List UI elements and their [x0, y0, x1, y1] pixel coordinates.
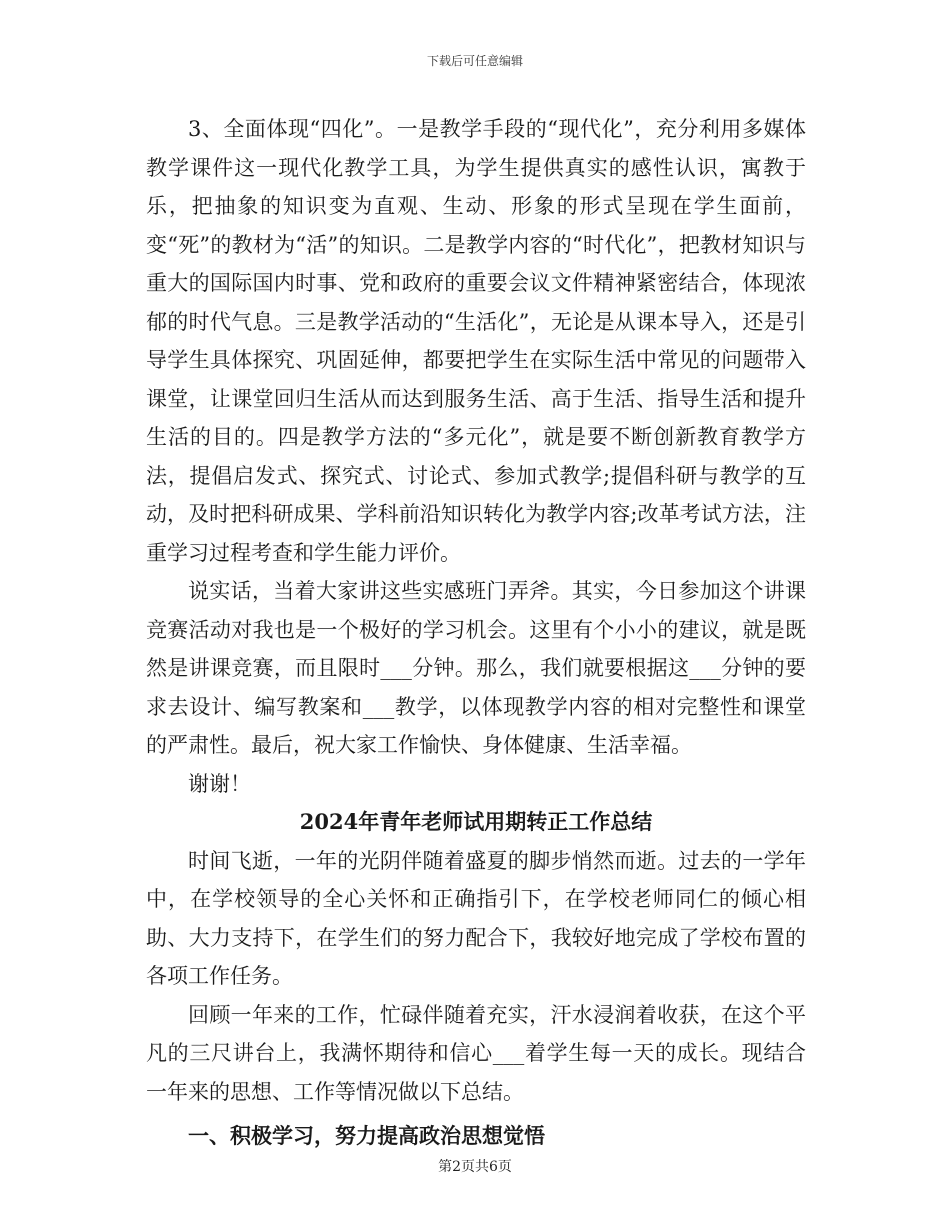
paragraph-review: 回顾一年来的工作，忙碌伴随着充实，汗水浸润着收获，在这个平凡的三尺讲台上，我满怀期待和信心___着学生每一天的成长。现结合一年来的思想、工作等情况做以下总结。: [146, 1002, 806, 1104]
paragraph-closing-remarks: 说实话，当着大家讲这些实感班门弄斧。其实，今日参加这个讲课竞赛活动对我也是一个极好的学习机会。这里有个小小的建议，就是既然是讲课竞赛，而且限时___分钟。那么，我们就要根据这___分钟的要求去设计、编写教案和___教学，以体现教学内容的相对完整性和课堂的严肃性。最后，祝大家工作愉快、身体健康、生活幸福。: [146, 579, 806, 757]
document-body: [146, 110, 806, 1156]
heading-one: 一、积极学习，努力提高政治思想觉悟: [188, 1123, 545, 1148]
paragraph-thanks: 谢谢！: [188, 771, 251, 796]
section-title: 2024年青年老师试用期转正工作总结: [299, 809, 653, 834]
page-header: 下载后可任意编辑: [426, 54, 523, 68]
paragraph-four-modernizations: 3、全面体现“四化”。一是教学手段的“现代化”，充分利用多媒体教学课件这一现代化教学工具，为学生提供真实的感性认识，寓教于乐，把抽象的知识变为直观、生动、形象的形式呈现在学生面前，变“死”的教材为“活”的知识。二是教学内容的“时代化”，把教材知识与重大的国际国内时事、党和政府的重要会议文件精神紧密结合，体现浓郁的时代气息。三是教学活动的“生活化”，无论是从课本导入，还是引导学生具体探究、巩固延伸，都要把学生在实际生活中常见的问题带入课堂，让课堂回归生活从而达到服务生活、高于生活、指导生活和提升生活的目的。四是教学方法的“多元化”，就是要不断创新教育教学方法，提倡启发式、探究式、讨论式、参加式教学;提倡科研与教学的互动，及时把科研成果、学科前沿知识转化为教学内容;改革考试方法，注重学习过程考查和学生能力评价。: [146, 117, 806, 565]
paragraph-intro: 时间飞逝，一年的光阴伴随着盛夏的脚步悄然而逝。过去的一学年中，在学校领导的全心关怀和正确指引下，在学校老师同仁的倾心相助、大力支持下，在学生们的努力配合下，我较好地完成了学校布置的各项工作任务。: [146, 848, 806, 988]
page-footer: 第2页共6页: [438, 1159, 512, 1175]
